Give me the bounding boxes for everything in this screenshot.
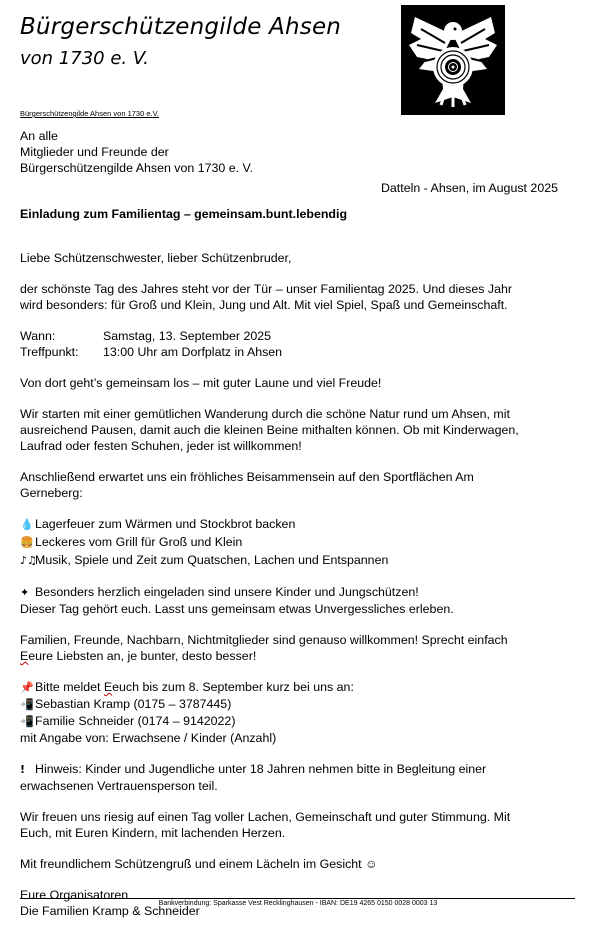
signature-line-1: Eure Organisatoren: [20, 888, 129, 902]
list-item-text: Lagerfeuer zum Wärmen und Stockbrot backen: [35, 517, 296, 531]
address-line-2: Mitglieder und Freunde der: [20, 145, 169, 159]
kids-line-2: Dieser Tag gehört euch. Lasst uns gemeinsam etwas Unvergessliches erleben.: [20, 602, 454, 616]
pushpin-icon: 📌: [20, 681, 34, 694]
hike-line-3: Laufrad oder festen Schuhen, jeder ist willkommen!: [20, 439, 302, 453]
families-text-rest: eure Liebsten an, je bunter, desto besser!: [28, 649, 257, 663]
letterhead-title: Bürgerschützengilde Ahsen: [20, 14, 342, 40]
when-value: Samstag, 13. September 2025: [103, 329, 272, 343]
closing-line-2: Euch, mit Euren Kindern, mit lachenden Herzen.: [20, 826, 286, 840]
hint-line-2: erwachsenen Vertrauensperson teil.: [20, 779, 218, 793]
phone-icon: 📲: [20, 698, 34, 711]
meeting-point-row: [20, 344, 519, 360]
hint-text: Hinweis: Kinder und Jugendliche unter 18 Jahren nehmen bitte in Begleitung einer: [35, 762, 487, 776]
list-item: [20, 552, 519, 569]
letter-body: [20, 250, 519, 919]
registration-text-c: euch bis zum 8. September kurz bei uns an:: [112, 680, 354, 694]
afterwards-line-1: Anschließend erwartet uns ein fröhliches Beisammensein auf den Sportflächen Am: [20, 470, 474, 484]
contact-row: [20, 713, 519, 730]
address-line-3: Bürgerschützengilde Ahsen von 1730 e. V.: [20, 161, 254, 175]
footer-bank-details: Bankverbindung: Sparkasse Vest Recklinghausen - IBAN: DE19 4265 0150 0028 0003 13: [158, 900, 438, 907]
phone-icon: 📲: [20, 715, 34, 728]
intro-line-2: wird besonders: für Groß und Klein, Jung und Alt. Mit viel Spiel, Spaß und Gemeinschaft.: [20, 298, 508, 312]
music-notes-icon: ♪♫: [20, 554, 37, 567]
closing-line-1: Wir freuen uns riesig auf einen Tag voller Lachen, Gemeinschaft und guter Stimmung. Mit: [20, 810, 511, 824]
address-line-1: An alle: [20, 129, 58, 143]
contact-note: mit Angabe von: Erwachsene / Kinder (Anzahl): [20, 731, 277, 745]
families-text-a: Familien, Freunde, Nachbarn: [20, 633, 181, 647]
subject-line: Einladung zum Familientag – gemeinsam.bunt.lebendig: [20, 207, 348, 221]
sparkle-icon: ✦: [20, 586, 30, 599]
signature-line-2: Die Familien Kramp & Schneider: [20, 904, 200, 918]
list-item: [20, 534, 519, 551]
registration-line: [20, 679, 519, 696]
hike-line-2: ausreichend Pausen, damit auch die kleinen Beine mithalten können. Ob mit Kinderwagen,: [20, 423, 519, 437]
afterwards-line-2: Gerneberg:: [20, 486, 83, 500]
when-row: [20, 328, 519, 344]
families-line-1: [20, 632, 519, 648]
when-label: Wann:: [20, 329, 56, 343]
list-item-text: Leckeres vom Grill für Groß und Klein: [35, 535, 243, 549]
spellcheck-mark: E: [103, 680, 113, 694]
meeting-point-value: 13:00 Uhr am Dorfplatz in Ahsen: [103, 345, 283, 359]
exclamation-icon: !: [20, 763, 26, 776]
contact-text: Familie Schneider (0174 – 9142022): [35, 714, 236, 728]
list-item-text: Musik, Spiele und Zeit zum Quatschen, Lachen und Entspannen: [35, 553, 389, 567]
burger-icon: 🍔: [20, 536, 34, 549]
eagle-target-emblem: [401, 5, 505, 115]
fire-drop-icon: 💧: [20, 518, 34, 531]
kids-line-1: [20, 584, 519, 601]
departure-line: Von dort geht’s gemeinsam los – mit guter Laune und viel Freude!: [20, 376, 382, 390]
spellcheck-mark: E: [20, 649, 29, 663]
recipient-address: [20, 128, 253, 176]
contact-row: [20, 696, 519, 713]
list-item: [20, 516, 519, 533]
intro-line-1: der schönste Tag des Jahres steht vor der Tür – unser Familientag 2025. Und dieses Jahr: [20, 282, 512, 296]
regards-line: Mit freundlichem Schützengruß und einem Lächeln im Gesicht ☺: [20, 857, 378, 871]
meeting-point-label: Treffpunkt:: [20, 345, 79, 359]
families-line-2: [20, 648, 519, 664]
hike-line-1: Wir starten mit einer gemütlichen Wanderung durch die schöne Natur rund um Ahsen, mit: [20, 407, 510, 421]
spellcheck-mark: ,: [180, 633, 184, 647]
kids-line-1-text: Besonders herzlich eingeladen sind unsere Kinder und Jungschützen!: [35, 585, 419, 599]
families-text-c: Nichtmitglieder sind genauso willkommen! Sprecht einfach: [183, 633, 508, 647]
registration-text-a: Bitte meldet: [35, 680, 104, 694]
greeting: Liebe Schützenschwester, lieber Schützenbruder,: [20, 251, 292, 265]
club-logo-eagle-target: [401, 5, 505, 115]
date-line: Datteln - Ahsen, im August 2025: [380, 181, 558, 195]
letterhead-subtitle: von 1730 e. V.: [20, 48, 149, 69]
sender-line: Bürgerschützengilde Ahsen von 1730 e.V.: [20, 109, 159, 118]
footer-divider: [20, 898, 575, 899]
hint-line-1: [20, 761, 519, 778]
contact-text: Sebastian Kramp (0175 – 3787445): [35, 697, 232, 711]
